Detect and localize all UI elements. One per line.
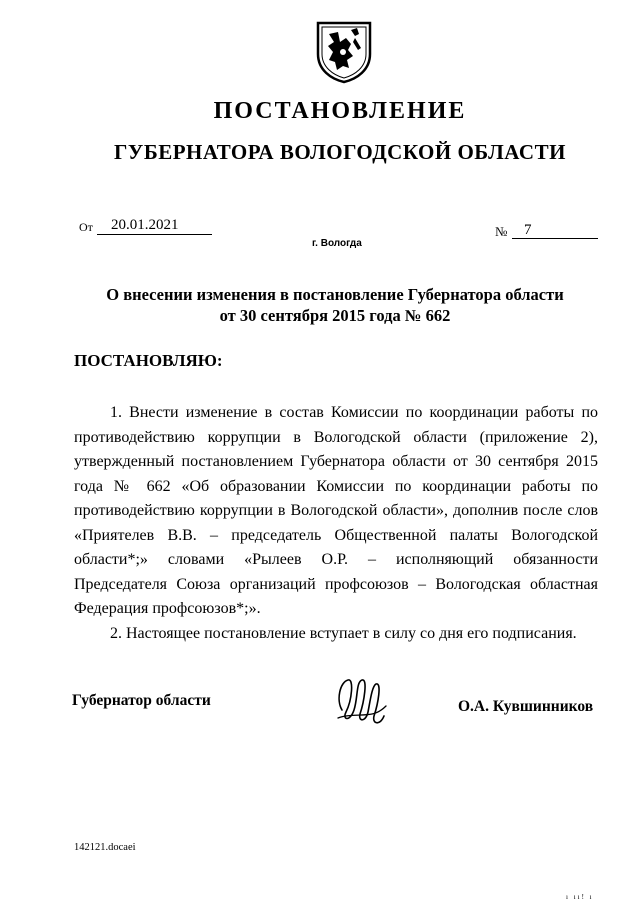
date-prefix: От xyxy=(79,220,93,234)
document-body xyxy=(74,401,598,646)
corner-scan-mark: ı ıı! ı xyxy=(566,893,594,901)
document-title: ПОСТАНОВЛЕНИЕ xyxy=(213,98,467,124)
signer-name: О.А. Кувшинников xyxy=(458,698,594,715)
document-subtitle: ГУБЕРНАТОРА ВОЛОГОДСКОЙ ОБЛАСТИ xyxy=(114,140,566,164)
subject-line-1: О внесении изменения в постановление Губернатора области xyxy=(106,285,564,304)
document-number: 7 xyxy=(512,222,598,239)
document-date: 20.01.2021 xyxy=(97,216,212,235)
paragraph-2: 2. Настоящее постановление вступает в силу со дня его подписания. xyxy=(110,624,577,642)
signer-role: Губернатор области xyxy=(72,692,211,709)
coat-of-arms-icon xyxy=(313,20,375,84)
subject-line-2: от 30 сентября 2015 года № 662 xyxy=(219,306,451,325)
number-prefix: № xyxy=(495,224,508,239)
document-city: г. Вологда xyxy=(312,238,362,249)
top-scan-mark: · · · xyxy=(570,0,591,4)
signature-image xyxy=(332,670,390,732)
paragraph-1: 1. Внести изменение в состав Комиссии по координации работы по противодействию коррупции в Вологодской области (приложение 2), утвержденный постановлением Губернатора области от 30 сентября 2015 года № 662 «Об образовании Комиссии по координации работы по противодействию коррупции в Вологодской области», дополнив после слов «Приятелев В.В. – председатель Общественной палаты Вологодской области*;» словами «Рылеев О.Р. – исполняющий обязанности Председателя Союза организаций профсоюзов – Вологодская областная Федерация профсоюзов*;». xyxy=(74,404,598,617)
footer-file-code: 142121.docaei xyxy=(74,842,136,853)
decree-heading: ПОСТАНОВЛЯЮ: xyxy=(74,351,223,370)
